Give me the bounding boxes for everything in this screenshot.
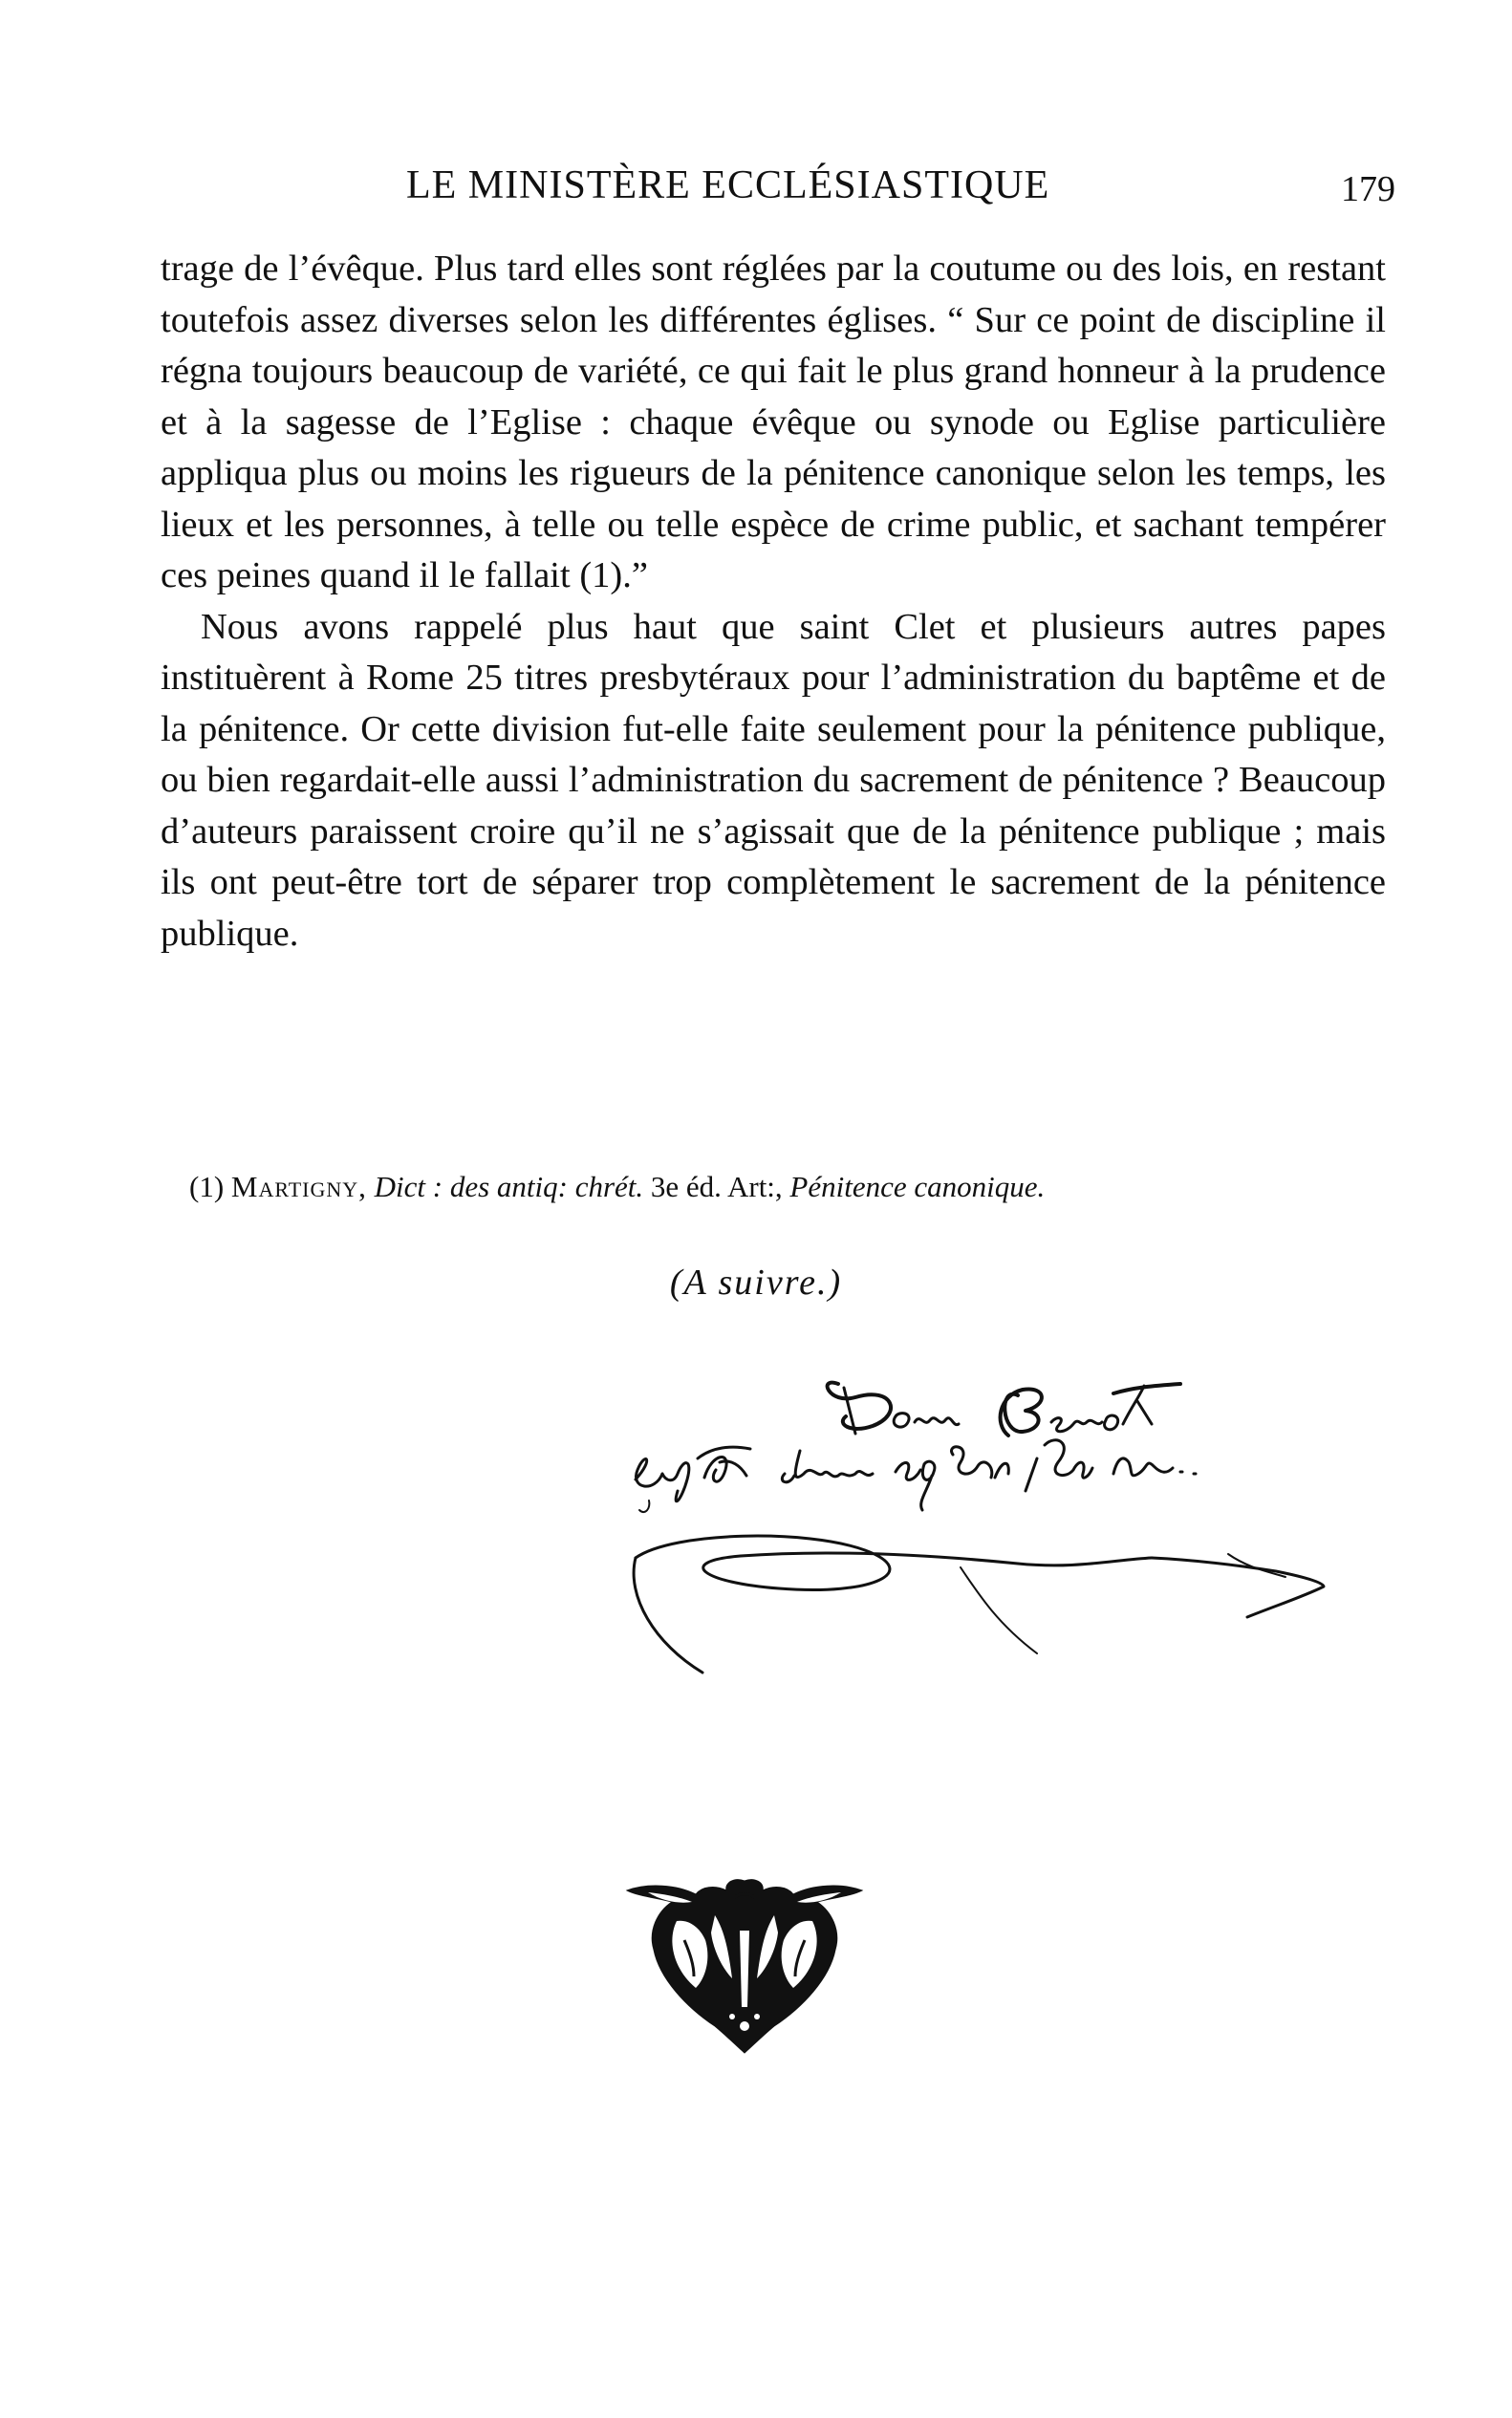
page-number: 179	[1341, 169, 1395, 209]
footnote-marker: (1)	[189, 1170, 225, 1203]
footnote-article: Pénitence canonique.	[789, 1170, 1046, 1203]
paragraph-text: trage de l’évêque. Plus tard elles sont réglées par la coutume ou des lois, en restant toutefois assez diverses selon les différentes églises. “ Sur ce point de discipline il régna toujours beaucoup de variété, ce qui fait le plus grand honneur à la prudence et à la sagesse de l’Eglise : chaque évêque ou synode ou Eglise particulière appliqua plus ou moins les rigueurs de la pénitence canonique selon les temps, les lieux et les personnes, à telle ou telle espèce de crime public, et sachant tempérer ces peines quand il le fallait	[161, 248, 1386, 595]
footnote	[189, 1168, 1393, 1206]
handwritten-signature	[616, 1367, 1343, 1701]
paragraph	[161, 244, 1386, 602]
tailpiece-ornament	[619, 1873, 870, 2055]
running-title: LE MINISTÈRE ECCLÉSIASTIQUE	[406, 163, 1050, 207]
footnote-edition: 3e éd.	[650, 1170, 722, 1203]
to-be-continued: (A suivre.)	[669, 1263, 843, 1303]
paragraph: Nous avons rappelé plus haut que saint Clet et plusieurs autres papes instituèrent à Rome 25 titres presbytéraux pour l’administration du baptême et de la pénitence. Or cette division fut-elle faite seulement pour la pénitence publique, ou bien regardait-elle aussi l’administration du sacrement de pénitence ? Beaucoup d’auteurs paraissent croire qu’il ne s’agissait que de la pénitence publique ; mais ils ont peut-être tort de séparer trop complètement le sacrement de la pénitence publique.	[161, 606, 1386, 954]
footnote-reference: (1).”	[570, 555, 648, 595]
footnote-author: Martigny,	[230, 1170, 367, 1203]
footnote-work: Dict : des antiq: chrét.	[374, 1170, 644, 1203]
footnote-article-label: Art:,	[726, 1170, 783, 1203]
running-head	[162, 162, 1395, 220]
body-text	[161, 244, 1386, 960]
